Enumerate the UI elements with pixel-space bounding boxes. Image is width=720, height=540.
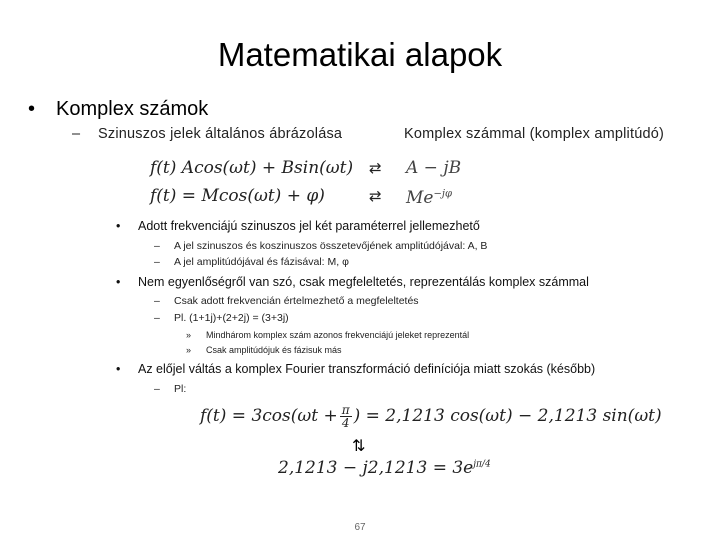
chevron-marker: »	[186, 345, 192, 355]
equation-example-complex	[278, 458, 491, 478]
dash-marker: –	[154, 383, 160, 395]
equation-polar-form	[406, 188, 452, 208]
sub-bullet-sinusoid-representation	[72, 126, 342, 142]
sub-bullet-frequency	[154, 295, 419, 307]
sub-sub-bullet-text: Mindhárom komplex szám azonos frekvenciájú jeleket reprezentál	[206, 330, 470, 340]
fraction-numerator: π	[341, 403, 350, 417]
eq4-main: 2,1213 − j2,1213 = 3e	[278, 458, 474, 478]
dash-marker: –	[154, 295, 160, 307]
bullet-not-equality	[116, 275, 589, 289]
sub-bullet-text: Pl:	[174, 383, 187, 395]
complex-amplitude-label: Komplex számmal (komplex amplitúdó)	[404, 126, 665, 142]
dash-marker: –	[154, 312, 160, 324]
sub-bullet-text: A jel amplitúdójával és fázisával: M, φ	[174, 256, 349, 268]
chevron-marker: »	[186, 330, 192, 340]
bullet-marker: •	[116, 275, 121, 289]
dash-marker: –	[154, 256, 160, 268]
eq3-left: f(t) = 3cos	[200, 406, 291, 426]
slide-title: Matematikai alapok	[217, 36, 503, 73]
sub-bullet-example-sum	[154, 312, 289, 324]
sub-bullet-text: Szinuszos jelek általános ábrázolása	[98, 126, 343, 142]
up-down-arrows-icon: ⇅	[352, 436, 366, 455]
bullet-marker: •	[116, 362, 121, 376]
sub-bullet-example	[154, 383, 186, 395]
sub-bullet-m-phi	[154, 256, 349, 268]
equivalence-arrow-icon: ⇄	[369, 159, 382, 177]
fraction-denominator: 4	[341, 416, 350, 430]
eq3-paren-open: (ωt +	[290, 406, 338, 426]
polar-exponent: −jφ	[433, 188, 452, 200]
sub-sub-bullet-text: Csak amplitúdójuk és fázisuk más	[206, 345, 342, 355]
sub-bullet-ab	[154, 240, 487, 252]
equation-complex-a-minus-jb: A − jB	[406, 158, 462, 178]
sub-bullet-text: Pl. (1+1j)+(2+2j) = (3+3j)	[174, 312, 289, 324]
equivalence-arrow-icon: ⇄	[369, 187, 382, 205]
bullet-sign-change	[116, 362, 595, 376]
bullet-marker: •	[116, 219, 121, 233]
page-number: 67	[354, 522, 366, 533]
polar-base: Me	[406, 188, 434, 208]
sub-bullet-text: Csak adott frekvencián értelmezhető a megfeleltetés	[174, 295, 419, 307]
bullet-text: Nem egyenlőségről van szó, csak megfeleltetés, reprezentálás komplex számmal	[138, 275, 589, 289]
dash-marker: –	[154, 240, 160, 252]
equation-mcos: f(t) = Mcos(ωt) + φ)	[150, 186, 325, 206]
bullet-two-parameters	[116, 219, 480, 233]
sub-sub-bullet-same-frequency	[186, 330, 469, 340]
bullet-complex-numbers	[28, 98, 208, 121]
equation-acos-bsin: f(t) Acos(ωt) + Bsin(ωt)	[150, 158, 354, 178]
bullet-marker: •	[28, 98, 36, 120]
bullet-text: Komplex számok	[56, 98, 209, 120]
sub-sub-bullet-amplitude-phase	[186, 345, 342, 355]
dash-marker: –	[72, 126, 81, 142]
eq4-exponent: jπ/4	[473, 459, 491, 470]
pi-over-four-fraction	[340, 404, 352, 429]
equation-example-expansion	[200, 404, 662, 429]
bullet-text: Adott frekvenciájú szinuszos jel két paraméterrel jellemezhető	[138, 219, 480, 233]
eq3-right: ) = 2,1213 cos(ωt) − 2,1213 sin(ωt)	[353, 406, 662, 426]
bullet-text: Az előjel váltás a komplex Fourier transzformáció definíciója miatt szokás (később)	[138, 362, 596, 376]
sub-bullet-text: A jel szinuszos és koszinuszos összetevőjének amplitúdójával: A, B	[174, 240, 488, 252]
